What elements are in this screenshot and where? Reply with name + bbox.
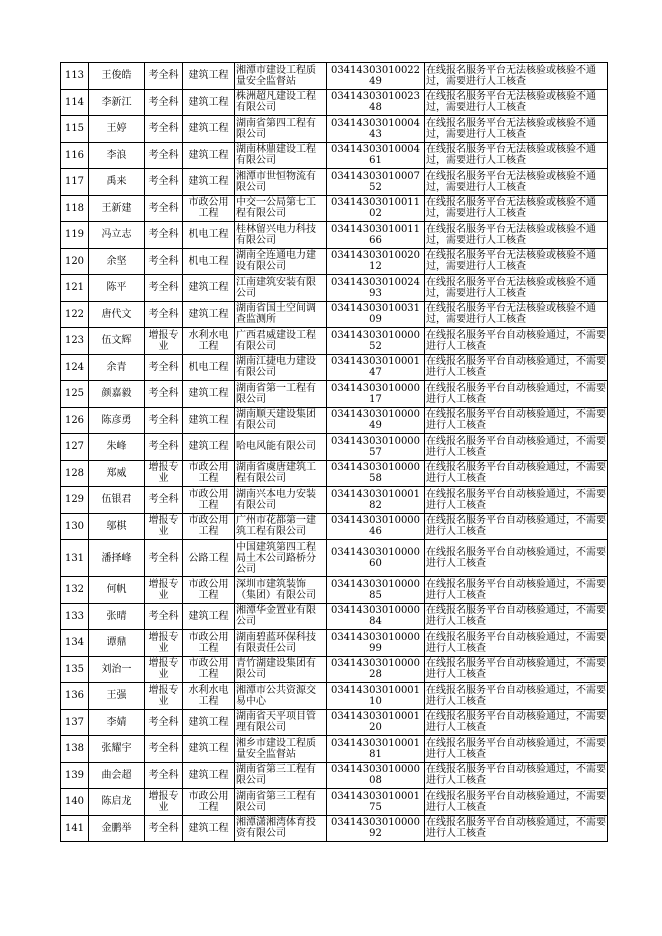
row-number: 124: [61, 354, 89, 381]
verification-note: 在线报名服务平台无法核验或核验不通过，需要进行人工核查: [425, 116, 608, 143]
table-row: [61, 762, 608, 789]
work-unit: 湖南林鼎建设工程有限公司: [235, 142, 327, 169]
row-number: 138: [61, 736, 89, 763]
verification-note: 在线报名服务平台无法核验或核验不通过，需要进行人工核查: [425, 248, 608, 275]
exam-type: 考全科: [145, 89, 183, 116]
candidate-table: [60, 62, 608, 842]
row-number: 132: [61, 577, 89, 604]
verification-note: 在线报名服务平台自动核验通过，不需要进行人工核查: [425, 709, 608, 736]
work-unit: 湘潭市世恒物流有限公司: [235, 169, 327, 196]
table-row: [61, 89, 608, 116]
table-row: [61, 577, 608, 604]
table-row: [61, 354, 608, 381]
exam-type: 增报专业: [145, 789, 183, 816]
row-number: 134: [61, 630, 89, 657]
candidate-name: 伍文辉: [89, 328, 145, 355]
registration-id: 0341430301000028: [327, 656, 425, 683]
table-row: [61, 540, 608, 577]
table-row: [61, 815, 608, 842]
table-row: [61, 460, 608, 487]
exam-type: 考全科: [145, 709, 183, 736]
work-unit: 湖南省第三工程有限公司: [235, 762, 327, 789]
table-row: [61, 142, 608, 169]
work-unit: 湘潭市公共资源交易中心: [235, 683, 327, 710]
candidate-name: 冯立志: [89, 222, 145, 249]
registration-id: 0341430301000085: [327, 577, 425, 604]
row-number: 121: [61, 275, 89, 302]
table-row: [61, 487, 608, 514]
registration-id: 0341430301000175: [327, 789, 425, 816]
table-row: [61, 789, 608, 816]
table-row: [61, 116, 608, 143]
verification-note: 在线报名服务平台自动核验通过，不需要进行人工核查: [425, 736, 608, 763]
row-number: 119: [61, 222, 89, 249]
table-row: [61, 63, 608, 90]
exam-major: 建筑工程: [183, 89, 235, 116]
work-unit: 哈电风能有限公司: [235, 434, 327, 461]
verification-note: 在线报名服务平台自动核验通过，不需要进行人工核查: [425, 354, 608, 381]
exam-type: 增报专业: [145, 460, 183, 487]
row-number: 115: [61, 116, 89, 143]
row-number: 140: [61, 789, 89, 816]
exam-major: 市政公用工程: [183, 630, 235, 657]
candidate-name: 郑威: [89, 460, 145, 487]
registration-id: 0341430301002012: [327, 248, 425, 275]
exam-type: 考全科: [145, 603, 183, 630]
table-row: [61, 407, 608, 434]
row-number: 141: [61, 815, 89, 842]
candidate-name: 李浪: [89, 142, 145, 169]
work-unit: 广西君威建设工程有限公司: [235, 328, 327, 355]
candidate-name: 张耀宇: [89, 736, 145, 763]
exam-major: 机电工程: [183, 354, 235, 381]
table-row: [61, 222, 608, 249]
row-number: 127: [61, 434, 89, 461]
exam-major: 市政公用工程: [183, 577, 235, 604]
registration-id: 0341430301000752: [327, 169, 425, 196]
exam-major: 建筑工程: [183, 815, 235, 842]
exam-type: 考全科: [145, 248, 183, 275]
candidate-name: 张晴: [89, 603, 145, 630]
table-row: [61, 328, 608, 355]
registration-id: 0341430301000057: [327, 434, 425, 461]
table-row: [61, 434, 608, 461]
verification-note: 在线报名服务平台自动核验通过，不需要进行人工核查: [425, 434, 608, 461]
row-number: 139: [61, 762, 89, 789]
registration-id: 0341430301000052: [327, 328, 425, 355]
registration-id: 0341430301001166: [327, 222, 425, 249]
verification-note: 在线报名服务平台自动核验通过，不需要进行人工核查: [425, 381, 608, 408]
exam-major: 水利水电工程: [183, 328, 235, 355]
registration-id: 0341430301000046: [327, 513, 425, 540]
exam-major: 建筑工程: [183, 709, 235, 736]
row-number: 113: [61, 63, 89, 90]
exam-type: 考全科: [145, 169, 183, 196]
candidate-name: 王强: [89, 683, 145, 710]
work-unit: 湖南省第四工程有限公司: [235, 116, 327, 143]
verification-note: 在线报名服务平台无法核验或核验不通过，需要进行人工核查: [425, 275, 608, 302]
exam-type: 考全科: [145, 407, 183, 434]
exam-major: 水利水电工程: [183, 683, 235, 710]
verification-note: 在线报名服务平台自动核验通过，不需要进行人工核查: [425, 328, 608, 355]
exam-major: 建筑工程: [183, 603, 235, 630]
work-unit: 湖南全连通电力建设有限公司: [235, 248, 327, 275]
candidate-name: 唐代文: [89, 301, 145, 328]
work-unit: 湖南省第三工程有限公司: [235, 789, 327, 816]
verification-note: 在线报名服务平台自动核验通过，不需要进行人工核查: [425, 487, 608, 514]
registration-id: 0341430301000008: [327, 762, 425, 789]
registration-id: 0341430301000181: [327, 736, 425, 763]
table-row: [61, 513, 608, 540]
registration-id: 0341430301000461: [327, 142, 425, 169]
verification-note: 在线报名服务平台无法核验或核验不通过，需要进行人工核查: [425, 142, 608, 169]
exam-type: 考全科: [145, 142, 183, 169]
candidate-name: 邬棋: [89, 513, 145, 540]
candidate-name: 颜嘉毅: [89, 381, 145, 408]
exam-type: 考全科: [145, 736, 183, 763]
exam-major: 建筑工程: [183, 407, 235, 434]
verification-note: 在线报名服务平台自动核验通过，不需要进行人工核查: [425, 683, 608, 710]
candidate-name: 何帆: [89, 577, 145, 604]
table-row: [61, 381, 608, 408]
candidate-name: 李新江: [89, 89, 145, 116]
row-number: 123: [61, 328, 89, 355]
verification-note: 在线报名服务平台自动核验通过，不需要进行人工核查: [425, 656, 608, 683]
registration-id: 0341430301000049: [327, 407, 425, 434]
work-unit: 湖南碧蓝环保科技有限责任公司: [235, 630, 327, 657]
registration-id: 0341430301002348: [327, 89, 425, 116]
candidate-name: 潘择峰: [89, 540, 145, 577]
row-number: 135: [61, 656, 89, 683]
table-row: [61, 656, 608, 683]
registration-id: 0341430301000092: [327, 815, 425, 842]
registration-id: 0341430301000099: [327, 630, 425, 657]
candidate-name: 陈启龙: [89, 789, 145, 816]
row-number: 120: [61, 248, 89, 275]
exam-major: 建筑工程: [183, 762, 235, 789]
work-unit: 湖南省虞唐建筑工程有限公司: [235, 460, 327, 487]
table-row: [61, 301, 608, 328]
candidate-name: 刘治一: [89, 656, 145, 683]
work-unit: 湖南省第一工程有限公司: [235, 381, 327, 408]
candidate-name: 李婧: [89, 709, 145, 736]
candidate-name: 伍银君: [89, 487, 145, 514]
exam-type: 考全科: [145, 222, 183, 249]
table-row: [61, 169, 608, 196]
exam-type: 考全科: [145, 275, 183, 302]
work-unit: 桂林留兴电力科技有限公司: [235, 222, 327, 249]
work-unit: 湘潭华金置业有限公司: [235, 603, 327, 630]
exam-major: 市政公用工程: [183, 487, 235, 514]
registration-id: 0341430301003109: [327, 301, 425, 328]
row-number: 117: [61, 169, 89, 196]
work-unit: 湖南顺天建设集团有限公司: [235, 407, 327, 434]
row-number: 128: [61, 460, 89, 487]
verification-note: 在线报名服务平台自动核验通过，不需要进行人工核查: [425, 460, 608, 487]
verification-note: 在线报名服务平台自动核验通过，不需要进行人工核查: [425, 789, 608, 816]
registration-id: 0341430301000120: [327, 709, 425, 736]
row-number: 137: [61, 709, 89, 736]
exam-major: 建筑工程: [183, 116, 235, 143]
table-row: [61, 736, 608, 763]
verification-note: 在线报名服务平台无法核验或核验不通过，需要进行人工核查: [425, 169, 608, 196]
work-unit: 中国建筑第四工程局土木公司路桥分公司: [235, 540, 327, 577]
row-number: 136: [61, 683, 89, 710]
registration-id: 0341430301001102: [327, 195, 425, 222]
work-unit: 湖南江捷电力建设有限公司: [235, 354, 327, 381]
candidate-name: 王新建: [89, 195, 145, 222]
table-row: [61, 248, 608, 275]
verification-note: 在线报名服务平台自动核验通过，不需要进行人工核查: [425, 407, 608, 434]
work-unit: 江南建筑安装有限公司: [235, 275, 327, 302]
row-number: 122: [61, 301, 89, 328]
exam-type: 增报专业: [145, 656, 183, 683]
work-unit: 中交一公局第七工程有限公司: [235, 195, 327, 222]
candidate-name: 余坚: [89, 248, 145, 275]
row-number: 118: [61, 195, 89, 222]
exam-major: 市政公用工程: [183, 513, 235, 540]
candidate-name: 禹来: [89, 169, 145, 196]
candidate-name: 朱峰: [89, 434, 145, 461]
registration-id: 0341430301002249: [327, 63, 425, 90]
work-unit: 湖南兴本电力安装有限公司: [235, 487, 327, 514]
work-unit: 湘潭市建设工程质量安全监督站: [235, 63, 327, 90]
exam-type: 考全科: [145, 487, 183, 514]
exam-major: 建筑工程: [183, 434, 235, 461]
registration-id: 0341430301000443: [327, 116, 425, 143]
verification-note: 在线报名服务平台自动核验通过，不需要进行人工核查: [425, 630, 608, 657]
exam-major: 建筑工程: [183, 736, 235, 763]
exam-major: 市政公用工程: [183, 195, 235, 222]
row-number: 125: [61, 381, 89, 408]
registration-id: 0341430301000084: [327, 603, 425, 630]
exam-major: 建筑工程: [183, 142, 235, 169]
verification-note: 在线报名服务平台无法核验或核验不通过，需要进行人工核查: [425, 89, 608, 116]
work-unit: 株洲超凡建设工程有限公司: [235, 89, 327, 116]
exam-type: 考全科: [145, 434, 183, 461]
work-unit: 湘乡市建设工程质量安全监督站: [235, 736, 327, 763]
work-unit: 青竹湖建设集团有限公司: [235, 656, 327, 683]
exam-type: 考全科: [145, 116, 183, 143]
verification-note: 在线报名服务平台自动核验通过，不需要进行人工核查: [425, 762, 608, 789]
table-row: [61, 630, 608, 657]
exam-major: 建筑工程: [183, 169, 235, 196]
exam-type: 考全科: [145, 195, 183, 222]
verification-note: 在线报名服务平台无法核验或核验不通过，需要进行人工核查: [425, 63, 608, 90]
table-body: [61, 63, 608, 842]
work-unit: 广州市花都第一建筑工程有限公司: [235, 513, 327, 540]
exam-type: 考全科: [145, 301, 183, 328]
exam-major: 公路工程: [183, 540, 235, 577]
verification-note: 在线报名服务平台无法核验或核验不通过，需要进行人工核查: [425, 195, 608, 222]
verification-note: 在线报名服务平台自动核验通过，不需要进行人工核查: [425, 815, 608, 842]
table-row: [61, 275, 608, 302]
candidate-name: 余青: [89, 354, 145, 381]
exam-type: 增报专业: [145, 630, 183, 657]
registration-id: 0341430301000182: [327, 487, 425, 514]
verification-note: 在线报名服务平台无法核验或核验不通过，需要进行人工核查: [425, 301, 608, 328]
exam-major: 市政公用工程: [183, 656, 235, 683]
candidate-name: 金鹏举: [89, 815, 145, 842]
exam-major: 建筑工程: [183, 301, 235, 328]
row-number: 133: [61, 603, 89, 630]
exam-type: 增报专业: [145, 683, 183, 710]
exam-type: 增报专业: [145, 328, 183, 355]
candidate-name: 曲会超: [89, 762, 145, 789]
registration-id: 0341430301000058: [327, 460, 425, 487]
registration-id: 0341430301000147: [327, 354, 425, 381]
candidate-name: 谭鼎: [89, 630, 145, 657]
exam-type: 考全科: [145, 815, 183, 842]
exam-type: 增报专业: [145, 513, 183, 540]
work-unit: 深圳市建筑装饰（集团）有限公司: [235, 577, 327, 604]
verification-note: 在线报名服务平台自动核验通过，不需要进行人工核查: [425, 540, 608, 577]
exam-major: 建筑工程: [183, 381, 235, 408]
exam-major: 机电工程: [183, 222, 235, 249]
exam-major: 市政公用工程: [183, 789, 235, 816]
candidate-name: 陈平: [89, 275, 145, 302]
candidate-name: 王俊皓: [89, 63, 145, 90]
exam-major: 市政公用工程: [183, 460, 235, 487]
table-row: [61, 709, 608, 736]
table-row: [61, 195, 608, 222]
row-number: 129: [61, 487, 89, 514]
row-number: 114: [61, 89, 89, 116]
candidate-name: 王婷: [89, 116, 145, 143]
exam-type: 考全科: [145, 63, 183, 90]
registration-id: 0341430301000060: [327, 540, 425, 577]
verification-note: 在线报名服务平台无法核验或核验不通过，需要进行人工核查: [425, 222, 608, 249]
exam-type: 考全科: [145, 354, 183, 381]
registration-id: 0341430301002493: [327, 275, 425, 302]
candidate-name: 陈彦勇: [89, 407, 145, 434]
exam-type: 考全科: [145, 762, 183, 789]
exam-type: 增报专业: [145, 577, 183, 604]
work-unit: 湖南省天平项目管理有限公司: [235, 709, 327, 736]
row-number: 116: [61, 142, 89, 169]
registration-id: 0341430301000110: [327, 683, 425, 710]
table-row: [61, 683, 608, 710]
row-number: 126: [61, 407, 89, 434]
verification-note: 在线报名服务平台自动核验通过，不需要进行人工核查: [425, 603, 608, 630]
exam-major: 机电工程: [183, 248, 235, 275]
row-number: 131: [61, 540, 89, 577]
exam-major: 建筑工程: [183, 275, 235, 302]
work-unit: 湖南省国土空间调查监测所: [235, 301, 327, 328]
work-unit: 湘潭潇湘湾体育投资有限公司: [235, 815, 327, 842]
exam-major: 建筑工程: [183, 63, 235, 90]
verification-note: 在线报名服务平台自动核验通过，不需要进行人工核查: [425, 513, 608, 540]
registration-id: 0341430301000017: [327, 381, 425, 408]
table-row: [61, 603, 608, 630]
verification-note: 在线报名服务平台自动核验通过，不需要进行人工核查: [425, 577, 608, 604]
exam-type: 考全科: [145, 540, 183, 577]
exam-type: 考全科: [145, 381, 183, 408]
row-number: 130: [61, 513, 89, 540]
